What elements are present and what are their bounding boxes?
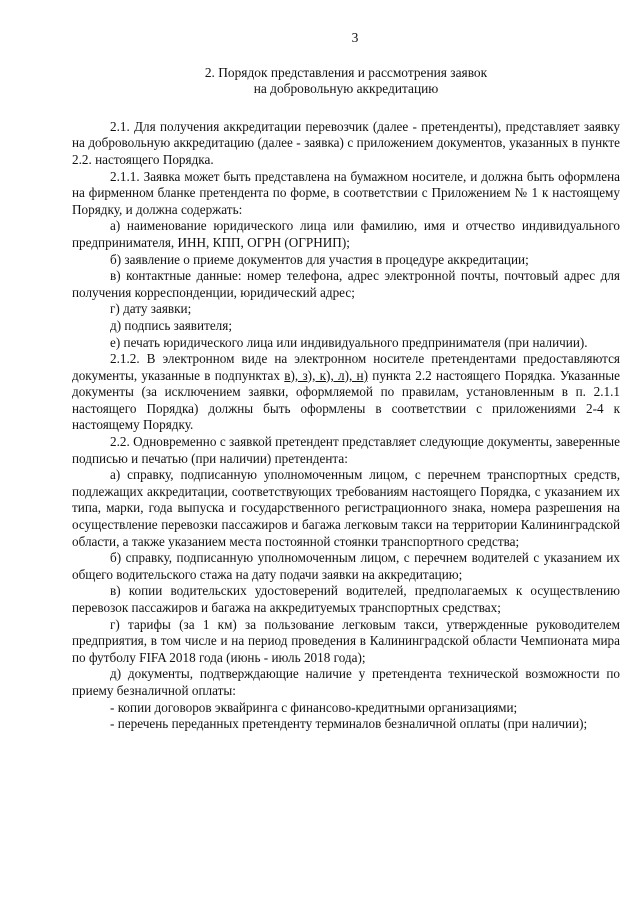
paragraph-2-1: 2.1. Для получения аккредитации перевозчик (далее - претенденты), представляет заявку на добровольную аккредитацию (далее - заявка) с приложением документов, указанных в пункте 2.2. настоящего Порядка. <box>72 118 620 167</box>
section-heading-line-2: на добровольную аккредитацию <box>253 81 439 97</box>
document-page <box>72 30 620 733</box>
paragraph-2-1-1: 2.1.1. Заявка может быть представлена на бумажном носителе, и должна быть оформлена на фирменном бланке претендента по форме, в соответствии с Приложением № 1 к настоящему Порядку, и должна содержать: <box>72 168 620 217</box>
paragraph-2-1-2-start: 2.1.2. В электронном виде на электронном носителе претендентами предоставляются документы, указанные в подпунктах <box>72 351 620 383</box>
item-2-1-1-b: б) заявление о приеме документов для участия в процедуре аккредитации; <box>110 251 529 267</box>
page-number: 3 <box>351 30 359 45</box>
paragraph-2-1-2 <box>72 351 620 434</box>
subpoint-reference: в), з), к), л), н) <box>284 367 368 383</box>
item-2-1-1-v: в) контактные данные: номер телефона, адрес электронной почты, почтовый адрес для получения корреспонденции, юридический адрес; <box>72 268 620 300</box>
paragraph-2-2: 2.2. Одновременно с заявкой претендент представляет следующие документы, заверенные подписью и печатью (при наличии) претендента: <box>72 434 620 466</box>
item-2-2-g: г) тарифы (за 1 км) за пользование легковым такси, утвержденные руководителем предприятия, в том числе и на период проведения в Калининградской области Чемпионата мира по футболу FIFA 2018 года (июнь - июль 2018 года); <box>72 616 620 665</box>
item-2-1-1-g: г) дату заявки; <box>110 301 192 317</box>
item-2-2-a: а) справку, подписанную уполномоченным лицом, с перечнем транспортных средств, подлежащих аккредитации, соответствующих требованиям настоящего Порядка, с указанием их типа, марки, года выпуска и государственного регистрационного знака, номера разрешения на осуществление перевозки пассажиров и багажа легковым такси на территории Калининградской области, а также указанием места постоянной стоянки транспортного средства; <box>72 467 620 549</box>
item-2-2-d: д) документы, подтверждающие наличие у претендента технической возможности по приему безналичной оплаты: <box>72 666 620 698</box>
item-2-1-1-d: д) подпись заявителя; <box>110 317 232 333</box>
paragraph-2-1-2-end: пункта 2.2 настоящего Порядка. Указанные документы (за исключением заявки, оформляемой по правилам, установленным в п. 2.1.1 настоящего Порядка) должны быть оформлены в соответствии с приложениями 2-4 к настоящему Порядку. <box>72 367 620 433</box>
item-2-1-1-e: е) печать юридического лица или индивидуального предпринимателя (при наличии). <box>110 334 588 350</box>
item-2-2-v: в) копии водительских удостоверений водителей, предполагаемых к осуществлению перевозок пассажиров и багажа на аккредитуемых транспортных средствах; <box>72 583 620 615</box>
item-2-1-1-a: а) наименование юридического лица или фамилию, имя и отчество индивидуального предпринимателя, ИНН, КПП, ОГРН (ОГРНИП); <box>72 218 620 250</box>
item-2-2-d-bullet-2: - перечень переданных претенденту терминалов безналичной оплаты (при наличии); <box>110 716 588 732</box>
item-2-2-d-bullet-1: - копии договоров эквайринга с финансово-кредитными организациями; <box>110 699 518 715</box>
section-heading-line-1: 2. Порядок представления и рассмотрения заявок <box>204 64 488 80</box>
section-heading <box>72 65 620 98</box>
item-2-2-b: б) справку, подписанную уполномоченным лицом, с перечнем водителей с указанием их общего водительского стажа на дату подачи заявки на аккредитацию; <box>72 550 620 582</box>
